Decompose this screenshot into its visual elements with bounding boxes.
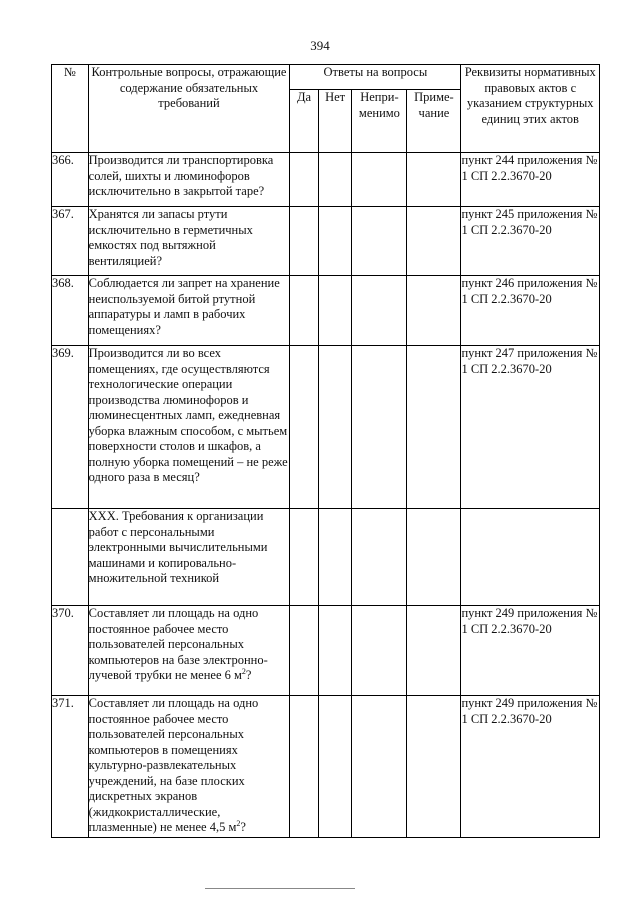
row-question: Соблюдается ли запрет на хранение неиспользуемой битой ртутной аппаратуры и ламп в рабочих помещениях? <box>88 276 290 346</box>
answer-note-cell[interactable] <box>407 276 461 346</box>
row-question: Хранятся ли запасы ртути исключительно в герметичных емкостях под вытяжной вентиляцией? <box>88 207 290 276</box>
answer-yes-cell[interactable] <box>290 346 319 509</box>
page-number: 394 <box>310 38 330 53</box>
answer-not-applicable-cell[interactable] <box>352 207 407 276</box>
row-number: 366. <box>52 153 89 207</box>
answer-note-cell[interactable] <box>407 696 461 838</box>
row-number: 371. <box>52 696 89 838</box>
row-requisites: пункт 249 приложения № 1 СП 2.2.3670-20 <box>461 696 600 838</box>
table-row <box>52 606 600 696</box>
row-number: 369. <box>52 346 89 509</box>
checklist-table <box>51 64 600 838</box>
table-row <box>52 276 600 346</box>
table-row <box>52 696 600 838</box>
row-number: 370. <box>52 606 89 696</box>
answer-not-applicable-cell[interactable] <box>352 696 407 838</box>
section-empty-cell <box>407 509 461 606</box>
header-no: Нет <box>318 90 352 153</box>
row-question: Производится ли во всех помещениях, где осуществляются технологические операции производства люминофоров и люминесцентных ламп, ежедневная уборка влажным способом, с мытьем поверхности столов и шкафов, а полную уборка помещений – не реже одного раза в месяц? <box>88 346 290 509</box>
row-question: Составляет ли площадь на одно постоянное рабочее место пользователей персональных компьютеров в помещениях культурно-развлекательных учреждений, на базе плоских дискретных экранов (жидкокристаллические, плазменные) не менее 4,5 $м^2$? <box>88 696 290 838</box>
footer-divider <box>205 888 355 889</box>
answer-yes-cell[interactable] <box>290 696 319 838</box>
answer-not-applicable-cell[interactable] <box>352 346 407 509</box>
answer-yes-cell[interactable] <box>290 606 319 696</box>
header-requisites: Реквизиты нормативных правовых актов с указанием структурных единиц этих актов <box>461 65 600 153</box>
header-num: № <box>52 65 89 153</box>
row-requisites: пункт 244 приложения № 1 СП 2.2.3670-20 <box>461 153 600 207</box>
answer-no-cell[interactable] <box>318 606 352 696</box>
section-empty-cell <box>461 509 600 606</box>
row-number: 368. <box>52 276 89 346</box>
row-number: 367. <box>52 207 89 276</box>
header-answers-group: Ответы на вопросы <box>290 65 461 90</box>
section-title: XXX. Требования к организации работ с персональными электронными вычислительными машинами и копировально-множительной техникой <box>88 509 290 606</box>
answer-no-cell[interactable] <box>318 276 352 346</box>
header-not-applicable: Непри-менимо <box>352 90 407 153</box>
answer-yes-cell[interactable] <box>290 276 319 346</box>
answer-not-applicable-cell[interactable] <box>352 153 407 207</box>
table-row <box>52 207 600 276</box>
row-question: Производится ли транспортировка солей, шихты и люминофоров исключительно в закрытой таре? <box>88 153 290 207</box>
section-empty-cell <box>318 509 352 606</box>
row-requisites: пункт 249 приложения № 1 СП 2.2.3670-20 <box>461 606 600 696</box>
answer-no-cell[interactable] <box>318 696 352 838</box>
answer-note-cell[interactable] <box>407 153 461 207</box>
section-empty-cell <box>290 509 319 606</box>
row-requisites: пункт 247 приложения № 1 СП 2.2.3670-20 <box>461 346 600 509</box>
header-note: Приме-чание <box>407 90 461 153</box>
answer-note-cell[interactable] <box>407 606 461 696</box>
section-empty-cell <box>352 509 407 606</box>
row-requisites: пункт 245 приложения № 1 СП 2.2.3670-20 <box>461 207 600 276</box>
answer-note-cell[interactable] <box>407 207 461 276</box>
header-question: Контрольные вопросы, отражающие содержание обязательных требований <box>88 65 290 153</box>
answer-not-applicable-cell[interactable] <box>352 606 407 696</box>
header-yes: Да <box>290 90 319 153</box>
row-requisites: пункт 246 приложения № 1 СП 2.2.3670-20 <box>461 276 600 346</box>
section-number-cell <box>52 509 89 606</box>
section-row <box>52 509 600 606</box>
answer-no-cell[interactable] <box>318 207 352 276</box>
header-row-1 <box>52 65 600 90</box>
answer-yes-cell[interactable] <box>290 207 319 276</box>
answer-yes-cell[interactable] <box>290 153 319 207</box>
answer-not-applicable-cell[interactable] <box>352 276 407 346</box>
row-question: Составляет ли площадь на одно постоянное рабочее место пользователей персональных компьютеров на базе электронно-лучевой трубки не менее 6 $м^2$? <box>88 606 290 696</box>
answer-no-cell[interactable] <box>318 153 352 207</box>
table-row <box>52 346 600 509</box>
answer-no-cell[interactable] <box>318 346 352 509</box>
answer-note-cell[interactable] <box>407 346 461 509</box>
table-row <box>52 153 600 207</box>
